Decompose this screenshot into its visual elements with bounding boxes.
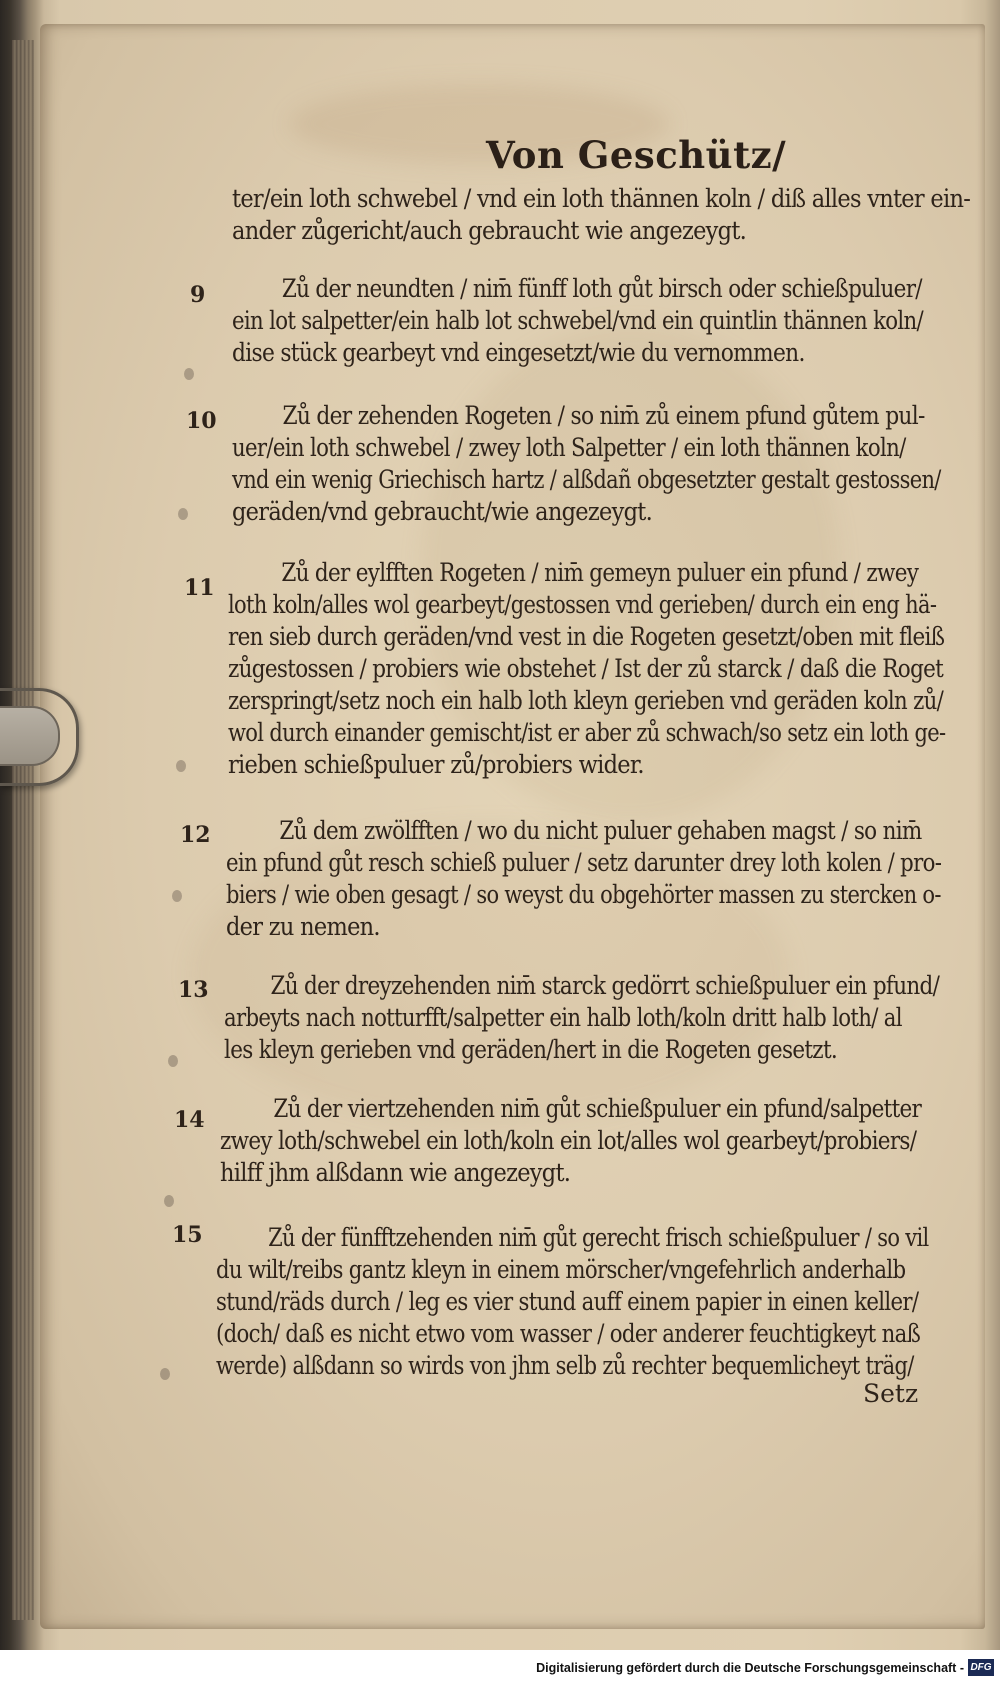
book-page-edges [12,40,34,1620]
text-line: dise stück gearbeyt vnd eingesetzt/wie du vernommen. [232,338,805,367]
paragraph-number: 13 [178,977,209,1003]
text-line: rieben schießpuluer zů/probiers wider. [228,750,644,779]
text-line: arbeyts nach notturfft/salpetter ein halb loth/koln dritt halb loth/ al [224,1003,902,1032]
text-line: Zů der viertzehenden nim̄ gůt schießpuluer ein pfund/salpetter [273,1094,922,1123]
paragraph-14 [220,1093,934,1189]
text-line: (doch/ daß es nicht etwo vom wasser / oder anderer feuchtigkeyt naß [216,1319,921,1348]
paragraph-9 [232,273,946,369]
paragraph-11 [228,557,946,781]
text-line: wol durch einander gemischt/ist er aber zů schwach/so setz ein loth ge- [228,718,946,747]
margin-speck [176,760,186,772]
page-clip [0,688,79,786]
text-line: ein lot salpetter/ein halb lot schwebel/vnd ein quintlin thännen koln/ [232,306,924,335]
text-line: ren sieb durch geräden/vnd vest in die Rogeten gesetzt/oben mit fleiß [228,622,945,651]
text-line: uer/ein loth schwebel / zwey loth Salpetter / ein loth thännen koln/ [232,433,906,462]
text-line: Zů der fünfftzehenden nim̄ gůt gerecht frisch schießpuluer / so vil [268,1223,929,1252]
margin-speck [172,890,182,902]
text-line: les kleyn gerieben vnd geräden/hert in die Rogeten gesetzt. [224,1035,838,1064]
text-line: Zů dem zwölfften / wo du nicht puluer gehaben magst / so nim̄ [279,816,922,845]
paragraph-number: 15 [172,1222,203,1248]
paragraph-number: 11 [184,575,215,601]
text-line: Zů der neundten / nim̄ fünff loth gůt birsch oder schießpuluer/ [281,274,922,303]
margin-speck [178,508,188,520]
paragraph-10 [232,400,946,528]
footer-bar [0,1650,1000,1690]
text-line: ander zůgericht/auch gebraucht wie angezeygt. [232,216,747,245]
text-line: geräden/vnd gebraucht/wie angezeygt. [232,497,653,526]
paragraph-number: 9 [190,282,206,308]
margin-speck [168,1055,178,1067]
text-line: hilff jhm alßdann wie angezeygt. [220,1158,571,1187]
catchword: Setz [863,1379,919,1408]
text-line: biers / wie oben gesagt / so weyst du obgehörter massen zu stercken o- [226,880,941,909]
paragraph-13 [224,970,938,1066]
paragraph-number: 14 [174,1107,205,1133]
paragraph-15 [216,1222,930,1382]
margin-speck [160,1368,170,1380]
text-line: werde) alßdann so wirds von jhm selb zů rechter bequemlicheyt träg/ [216,1351,914,1380]
text-line: ter/ein loth schwebel / vnd ein loth thännen koln / diß alles vnter ein- [232,184,971,213]
margin-speck [164,1195,174,1207]
text-line: vnd ein wenig Griechisch hartz / alßdañ obgesetzter gestalt gestossen/ [232,465,941,494]
page-header: Von Geschütz/ [486,133,787,177]
text-line: der zu nemen. [226,912,380,941]
text-line: Zů der dreyzehenden nim̄ starck gedörrt schießpuluer ein pfund/ [270,971,940,1000]
text-line: zwey loth/schwebel ein loth/koln ein lot/alles wol gearbeyt/probiers/ [220,1126,917,1155]
text-line: Zů der eylfften Rogeten / nim̄ gemeyn puluer ein pfund / zwey [281,558,919,587]
text-line: zerspringt/setz noch ein halb loth kleyn gerieben vnd geräden koln zů/ [228,686,944,715]
margin-speck [184,368,194,380]
funding-credit: Digitalisierung gefördert durch die Deutsche Forschungsgemeinschaft - [536,1661,964,1675]
text-line: du wilt/reibs gantz kleyn in einem mörscher/vngefehrlich anderhalb [216,1255,906,1284]
paragraph-12 [226,815,940,943]
text-line: stund/räds durch / leg es vier stund auff einem papier in einen keller/ [216,1287,919,1316]
text-line: Zů der zehenden Rogeten / so nim̄ zů einem pfund gůtem pul- [282,401,925,430]
paragraph-number: 12 [180,822,211,848]
dfg-logo: DFG [968,1659,994,1676]
text-line: zůgestossen / probiers wie obstehet / Ist der zů starck / daß die Roget [228,654,944,683]
paragraph-number: 10 [186,408,217,434]
paragraph-continuation [232,183,971,247]
text-line: loth koln/alles wol gearbeyt/gestossen vnd gerieben/ durch ein eng hä- [228,590,937,619]
text-line: ein pfund gůt resch schieß puluer / setz darunter drey loth kolen / pro- [226,848,942,877]
